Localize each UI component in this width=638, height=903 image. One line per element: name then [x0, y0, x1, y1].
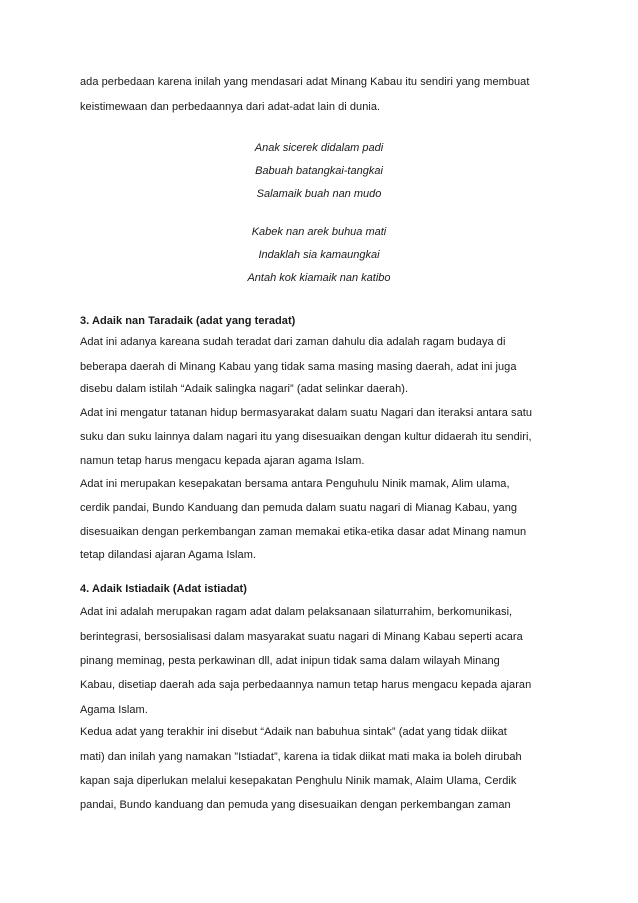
section-4-line: pinang meminag, pesta perkawinan dll, adat inipun tidak sama dalam wilayah Minang: [80, 655, 500, 667]
section-3-line: cerdik pandai, Bundo Kanduang dan pemuda dalam suatu nagari di Mianag Kabau, yang: [80, 502, 518, 514]
section-3-line: namun tetap harus mengacu kepada ajaran agama Islam.: [80, 455, 365, 467]
section-4-line: berintegrasi, bersosialisasi dalam masyarakat suatu nagari di Minang Kabau seperti acara: [80, 631, 523, 643]
section-3-line: Adat ini merupakan kesepakatan bersama antara Penguhulu Ninik mamak, Alim ulama,: [80, 478, 510, 490]
section-4-line: pandai, Bundo kanduang dan pemuda yang disesuaikan dengan perkembangan zaman: [80, 799, 511, 811]
section-3-line: tetap dilandasi ajaran Agama Islam.: [80, 549, 257, 561]
section-4-line: Agama Islam.: [80, 704, 148, 716]
poem-line: Babuah batangkai-tangkai: [255, 165, 383, 177]
poem-line: Antah kok kiamaik nan katibo: [247, 272, 391, 284]
section-4-heading: 4. Adaik Istiadaik (Adat istiadat): [80, 583, 247, 595]
section-3-line: suku dan suku lainnya dalam nagari itu yang disesuaikan dengan kultur didaerah itu sendiri,: [80, 431, 532, 443]
section-3-line: Adat ini mengatur tatanan hidup bermasyarakat dalam suatu Nagari dan iteraksi antara satu: [80, 407, 533, 419]
section-3-line: Adat ini adanya kareana sudah teradat dari zaman dahulu dia adalah ragam budaya di: [80, 336, 506, 348]
section-3-heading: 3. Adaik nan Taradaik (adat yang teradat): [80, 315, 296, 327]
section-4-line: mati) dan inilah yang namakan ”Istiadat”, karena ia tidak diikat mati maka ia boleh dirubah: [80, 751, 522, 763]
section-4-line: Kedua adat yang terakhir ini disebut “Adaik nan babuhua sintak” (adat yang tidak diikat: [80, 726, 507, 738]
intro-line: keistimewaan dan perbedaannya dari adat-adat lain di dunia.: [80, 101, 381, 113]
section-4-line: Kabau, disetiap daerah ada saja perbedaannya namun tetap harus mengacu kepada ajaran: [80, 679, 532, 691]
section-4-line: kapan saja diperlukan melalui kesepakatan Penghulu Ninik mamak, Alaim Ulama, Cerdik: [80, 775, 517, 787]
poem-line: Indaklah sia kamaungkai: [258, 249, 380, 261]
poem-line: Salamaik buah nan mudo: [256, 188, 382, 200]
section-3-line: disebu dalam istilah “Adaik salingka nagari” (adat selinkar daerah).: [80, 383, 409, 395]
section-3-line: disesuaikan dengan perkembangan zaman memakai etika-etika dasar adat Minang namun: [80, 526, 527, 538]
poem-line: Anak sicerek didalam padi: [254, 142, 384, 154]
section-4-line: Adat ini adalah merupakan ragam adat dalam pelaksanaan silaturrahim, berkomunikasi,: [80, 606, 513, 618]
poem-line: Kabek nan arek buhua mati: [251, 226, 387, 238]
intro-line: ada perbedaan karena inilah yang mendasari adat Minang Kabau itu sendiri yang membuat: [80, 76, 530, 88]
section-3-line: beberapa daerah di Minang Kabau yang tidak sama masing masing daerah, adat ini juga: [80, 361, 517, 373]
